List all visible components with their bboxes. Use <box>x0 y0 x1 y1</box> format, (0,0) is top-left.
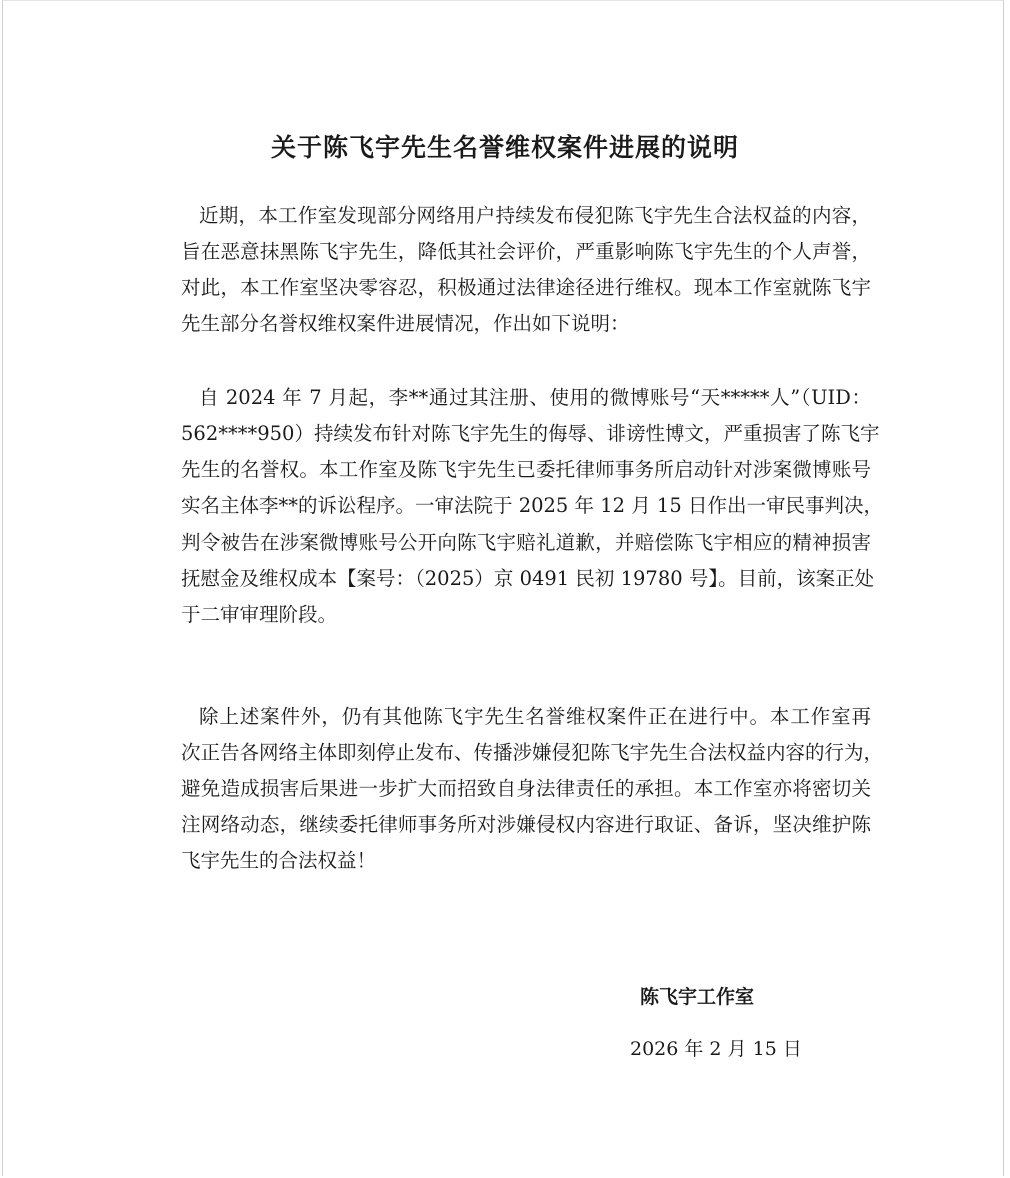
paragraph-1-line: 近期，本工作室发现部分网络用户持续发布侵犯陈飞宇先生合法权益的内容， <box>199 204 871 227</box>
document-date: 2026 年 2 月 15 日 <box>630 1038 802 1060</box>
paragraph-2-line: 判令被告在涉案微博账号公开向陈飞宇赔礼道歉，并赔偿陈飞宇相应的精神损害 <box>181 531 871 554</box>
paragraph-3-line: 次正告各网络主体即刻停止发布、传播涉嫌侵犯陈飞宇先生合法权益内容的行为， <box>181 741 884 764</box>
paragraph-1-line: 对此，本工作室坚决零容忍，积极通过法律途径进行维权。现本工作室就陈飞宇 <box>181 276 871 299</box>
paragraph-3-line: 除上述案件外，仍有其他陈飞宇先生名誉维权案件正在进行中。本工作室再 <box>199 705 871 728</box>
paragraph-1-line: 先生部分名誉权维权案件进展情况，作出如下说明： <box>181 312 630 335</box>
paragraph-1-line: 旨在恶意抹黑陈飞宇先生，降低其社会评价，严重影响陈飞宇先生的个人声誉， <box>181 240 871 263</box>
paragraph-2-line: 实名主体李**的诉讼程序。一审法院于 2025 年 12 月 15 日作出一审民事判决， <box>181 494 883 517</box>
paragraph-2-line: 自 2024 年 7 月起，李**通过其注册、使用的微博账号“天*****人”（UID： <box>199 386 871 409</box>
paragraph-2-line: 抚慰金及维权成本【案号：（2025）京 0491 民初 19780 号】。目前，该案正处 <box>181 567 875 590</box>
paragraph-3-line: 注网络动态，继续委托律师事务所对涉嫌侵权内容进行取证、备诉，坚决维护陈 <box>181 813 871 836</box>
paragraph-2-line: 于二审审理阶段。 <box>181 603 338 626</box>
paragraph-3-line: 避免造成损害后果进一步扩大而招致自身法律责任的承担。本工作室亦将密切关 <box>181 777 871 800</box>
paragraph-2-line: 先生的名誉权。本工作室及陈飞宇先生已委托律师事务所启动针对涉案微博账号 <box>181 458 871 481</box>
signature: 陈飞宇工作室 <box>640 986 755 1008</box>
paragraph-3-line: 飞宇先生的合法权益！ <box>181 849 377 872</box>
document-title: 关于陈飞宇先生名誉维权案件进展的说明 <box>270 133 739 162</box>
paragraph-2-line: 562****950）持续发布针对陈飞宇先生的侮辱、诽谤性博文，严重损害了陈飞宇 <box>181 422 880 445</box>
